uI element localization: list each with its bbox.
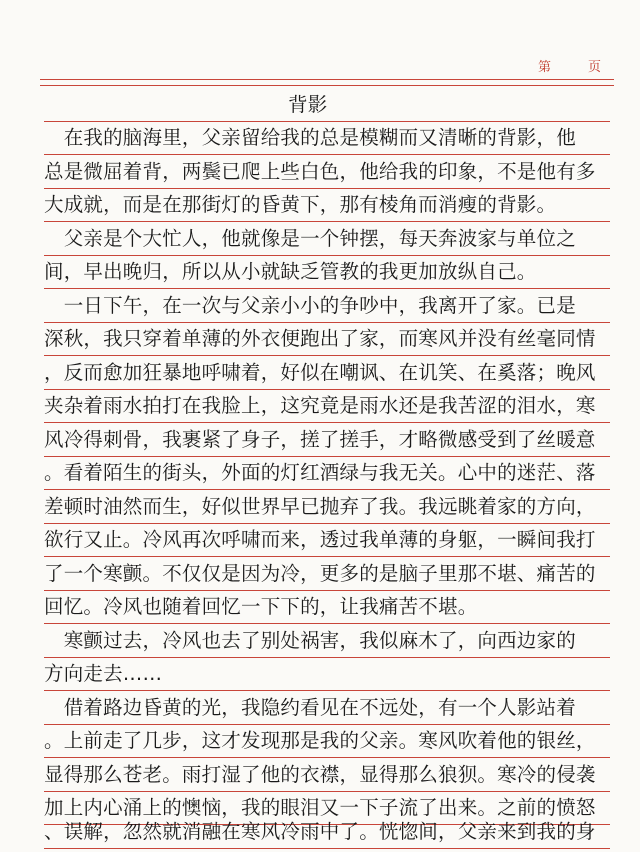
text-line [44, 758, 610, 792]
text-line [44, 289, 610, 323]
line-text: 一日下午，在一次与父亲小小的争吵中，我离开了家。已是 [44, 293, 576, 317]
text-line [44, 390, 610, 424]
text-line [44, 457, 610, 491]
line-text: 。看着陌生的街头，外面的灯红酒绿与我无关。心中的迷茫、落 [44, 461, 596, 484]
text-line [44, 189, 610, 223]
text-line [44, 725, 610, 759]
text-line [44, 490, 610, 524]
line-text: 在我的脑海里，父亲留给我的总是模糊而又清晰的背影，他 [44, 126, 576, 149]
text-line [44, 524, 610, 558]
line-text: 夹杂着雨水拍打在我脸上，这究竟是雨水还是我苦涩的泪水，寒 [44, 394, 596, 417]
text-line [44, 122, 610, 156]
text-line [44, 323, 610, 357]
line-text: 总是微屈着背，两鬓已爬上些白色，他给我的印象，不是他有多 [44, 159, 596, 183]
line-text: 大成就，而是在那街灯的昏黄下，那有棱角而消瘦的背影。 [44, 193, 557, 216]
text-line [44, 591, 610, 625]
text-line [44, 423, 610, 457]
line-text: 父亲是个大忙人，他就像是一个钟摆，每天奔波家与单位之 [44, 226, 576, 250]
text-line [44, 815, 610, 849]
line-text: 加上内心涌上的懊恼，我的眼泪又一下子流了出来。之前的愤怒 [44, 796, 596, 819]
line-text: 风冷得刺骨，我裹紧了身子，搓了搓手，才略微感受到了丝暖意 [44, 427, 596, 451]
header-rule-top [40, 79, 614, 80]
text-line [44, 658, 610, 692]
text-line [44, 356, 610, 390]
line-text: 欲行又止。冷风再次呼啸而来，透过我单薄的身躯，一瞬间我打 [44, 528, 596, 551]
page-label-ye: 页 [588, 60, 602, 75]
line-text: 、误解，忽然就消融在寒风冷雨中了。恍惚间，父亲来到我的身 [44, 819, 596, 843]
line-text: 寒颤过去，冷风也去了别处祸害，我似麻木了，向西边家的 [44, 628, 576, 652]
text-line [44, 557, 610, 591]
text-line [44, 256, 610, 290]
line-text: 差顿时油然而生，好似世界早已抛弃了我。我远眺着家的方向， [44, 494, 596, 518]
line-text: 。上前走了几步，这才发现那是我的父亲。寒风吹着他的银丝， [44, 729, 596, 752]
text-line [44, 624, 610, 658]
line-text: 方向走去…… [44, 662, 163, 685]
essay-title: 背影 [288, 92, 328, 116]
page-label-di: 第 [538, 60, 552, 75]
line-text: 了一个寒颤。不仅仅是因为冷，更多的是脑子里那不堪、痛苦的 [44, 561, 596, 585]
line-text: ，反而愈加狂暴地呼啸着，好似在嘲讽、在讥笑、在奚落；晚风 [44, 360, 596, 384]
line-text: 回忆。冷风也随着回忆一下下的，让我痛苦不堪。 [44, 595, 478, 618]
line-text: 间，早出晚归，所以从小就缺乏管教的我更加放纵自己。 [44, 260, 537, 283]
text-line [44, 155, 610, 189]
header-rule-bottom [40, 85, 614, 86]
page-header [0, 56, 640, 76]
line-text: 显得那么苍老。雨打湿了他的衣襟，显得那么狼狈。寒冷的侵袭 [44, 762, 596, 786]
title-line [44, 88, 610, 122]
text-line [44, 222, 610, 256]
text-line [44, 691, 610, 725]
line-text: 深秋，我只穿着单薄的外衣便跑出了家，而寒风并没有丝毫同情 [44, 327, 596, 350]
line-text: 借着路边昏黄的光，我隐约看见在不远处，有一个人影站着 [44, 695, 576, 719]
